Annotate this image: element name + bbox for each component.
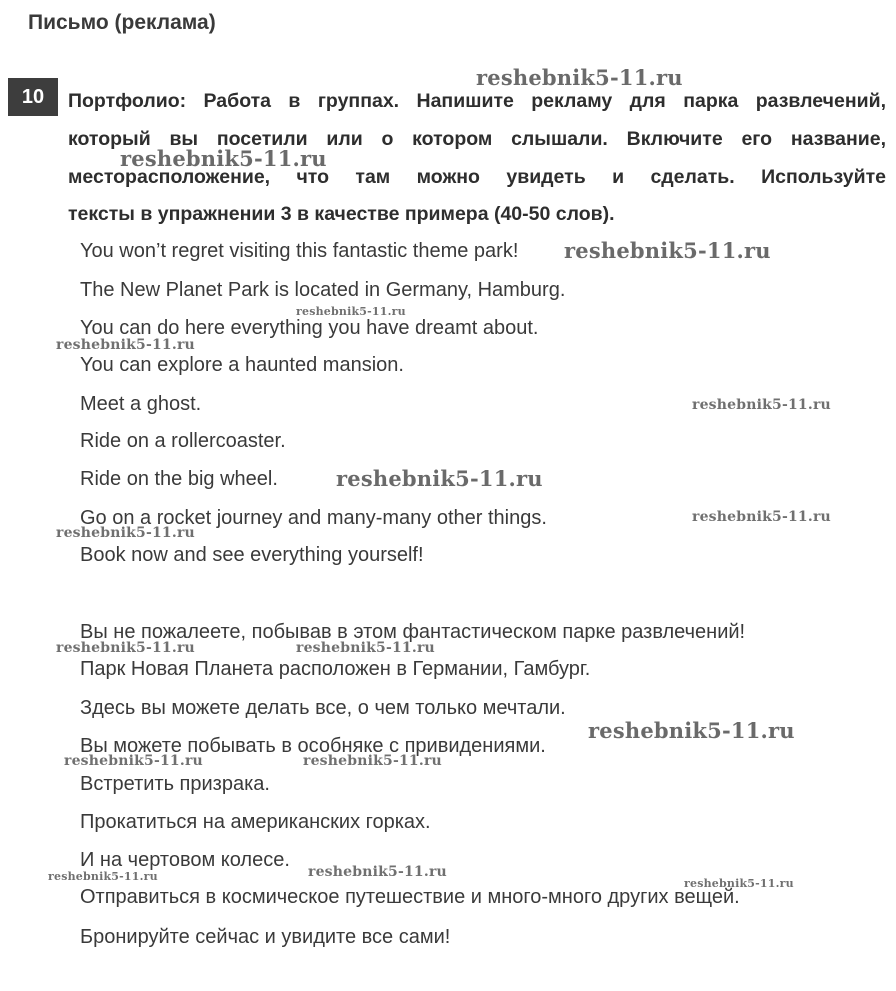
english-line: Ride on the big wheel. — [80, 468, 278, 490]
watermark: reshebnik5-11.ru — [308, 864, 447, 880]
english-line: The New Planet Park is located in Germany, Hamburg. — [80, 279, 566, 301]
english-line: Go on a rocket journey and many-many other things. — [80, 507, 547, 529]
russian-line: Здесь вы можете делать все, о чем только мечтали. — [80, 697, 566, 719]
russian-line: И на чертовом колесе. — [80, 849, 290, 871]
english-line: Book now and see everything yourself! — [80, 544, 424, 566]
section-heading: Письмо (реклама) — [28, 11, 216, 34]
english-line: Ride on a rollercoaster. — [80, 430, 286, 452]
russian-line: Вы можете побывать в особняке с привидениями. — [80, 735, 546, 757]
watermark: reshebnik5-11.ru — [56, 525, 195, 541]
watermark: reshebnik5-11.ru — [476, 65, 683, 90]
watermark: reshebnik5-11.ru — [48, 870, 158, 883]
watermark: reshebnik5-11.ru — [64, 753, 203, 769]
watermark: reshebnik5-11.ru — [692, 397, 831, 413]
english-line: Meet a ghost. — [80, 393, 202, 415]
task-line: который вы посетили или о котором слышали. Включите его название, — [68, 128, 886, 150]
watermark: reshebnik5-11.ru — [56, 337, 195, 353]
task-line: месторасположение, что там можно увидеть и сделать. Используйте — [68, 166, 886, 188]
english-line: You can do here everything you have dreamt about. — [80, 317, 539, 339]
watermark: reshebnik5-11.ru — [684, 877, 794, 890]
english-line: You won’t regret visiting this fantastic theme park! — [80, 240, 519, 262]
russian-line: Вы не пожалеете, побывав в этом фантастическом парке развлечений! — [80, 621, 746, 643]
watermark: reshebnik5-11.ru — [296, 305, 406, 318]
task-line: тексты в упражнении 3 в качестве примера (40-50 слов). — [68, 203, 615, 225]
russian-line: Бронируйте сейчас и увидите все сами! — [80, 926, 451, 948]
task-line: Портфолио: Работа в группах. Напишите рекламу для парка развлечений, — [68, 90, 886, 112]
watermark: reshebnik5-11.ru — [564, 238, 771, 263]
watermark: reshebnik5-11.ru — [588, 718, 795, 743]
russian-line: Парк Новая Планета расположен в Германии, Гамбург. — [80, 658, 591, 680]
watermark: reshebnik5-11.ru — [303, 753, 442, 769]
russian-line: Отправиться в космическое путешествие и много-много других вещей. — [80, 886, 740, 908]
watermark: reshebnik5-11.ru — [120, 146, 327, 171]
watermark: reshebnik5-11.ru — [296, 640, 435, 656]
russian-line: Встретить призрака. — [80, 773, 270, 795]
russian-line: Прокатиться на американских горках. — [80, 811, 431, 833]
watermark: reshebnik5-11.ru — [336, 466, 543, 491]
watermark: reshebnik5-11.ru — [56, 640, 195, 656]
exercise-number-badge: 10 — [8, 78, 58, 116]
watermark: reshebnik5-11.ru — [692, 509, 831, 525]
english-line: You can explore a haunted mansion. — [80, 354, 404, 376]
